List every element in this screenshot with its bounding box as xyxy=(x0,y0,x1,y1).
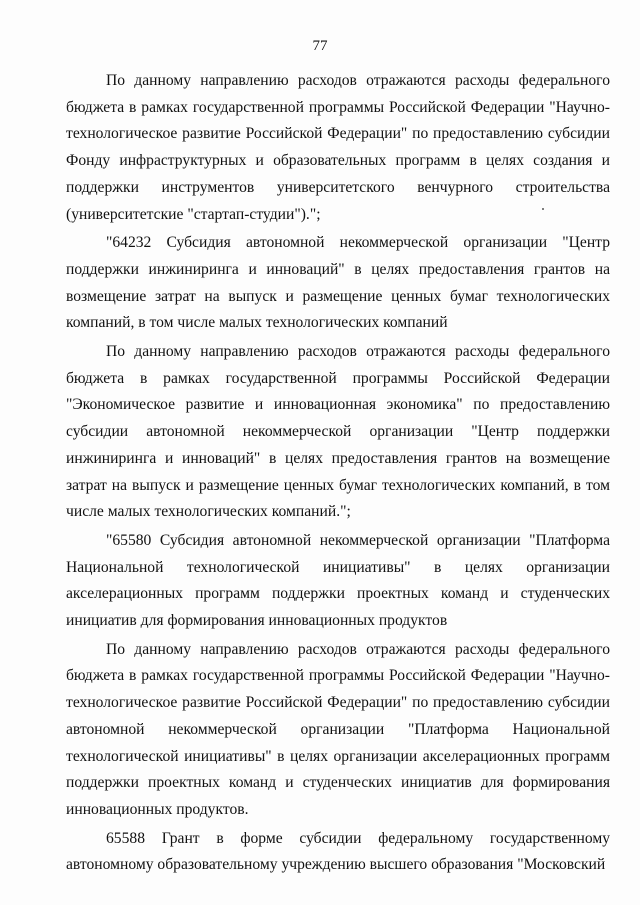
document-body xyxy=(66,68,610,879)
paragraph-1: По данному направлению расходов отражаются расходы федерального бюджета в рамках государственной программы Российской Федерации "Научно-технологическое развитие Российской Федерации" по предоставлению субсидии Фонду инфраструктурных и образовательных программ в целях создания и поддержки инструментов университетского венчурного строительства (университетские "стартап-студии")."; xyxy=(66,72,610,223)
page-number: 77 xyxy=(312,38,328,54)
scan-speck xyxy=(542,208,544,210)
paragraph-4: "65580 Субсидия автономной некоммерческой организации "Платформа Национальной технологической инициативы" в целях организации акселерационных программ поддержки проектных команд и студенческих инициатив для формирования инновационных продуктов xyxy=(66,531,610,630)
paragraph-2: "64232 Субсидия автономной некоммерческой организации "Центр поддержки инжиниринга и инноваций" в целях предоставления грантов на возмещение затрат на выпуск и размещение ценных бумаг технологических компаний, в том числе малых технологических компаний xyxy=(66,234,610,332)
paragraph-6: 65588 Грант в форме субсидии федеральному государственному автономному образовательному учреждению высшего образования "Московский xyxy=(66,829,610,874)
paragraph-5: По данному направлению расходов отражаются расходы федерального бюджета в рамках государственной программы Российской Федерации "Научно-технологическое развитие Российской Федерации" по предоставлению субсидии автономной некоммерческой организации "Платформа Национальной технологической инициативы" в целях организации акселерационных программ поддержки проектных команд и студенческих инициатив для формирования инновационных продуктов. xyxy=(66,640,610,818)
paragraph-3: По данному направлению расходов отражаются расходы федерального бюджета в рамках государственной программы Российской Федерации "Экономическое развитие и инновационная экономика" по предоставлению субсидии автономной некоммерческой организации "Центр поддержки инжиниринга и инноваций" в целях предоставления грантов на возмещение затрат на выпуск и размещение ценных бумаг технологических компаний, в том числе малых технологических компаний."; xyxy=(66,343,610,521)
